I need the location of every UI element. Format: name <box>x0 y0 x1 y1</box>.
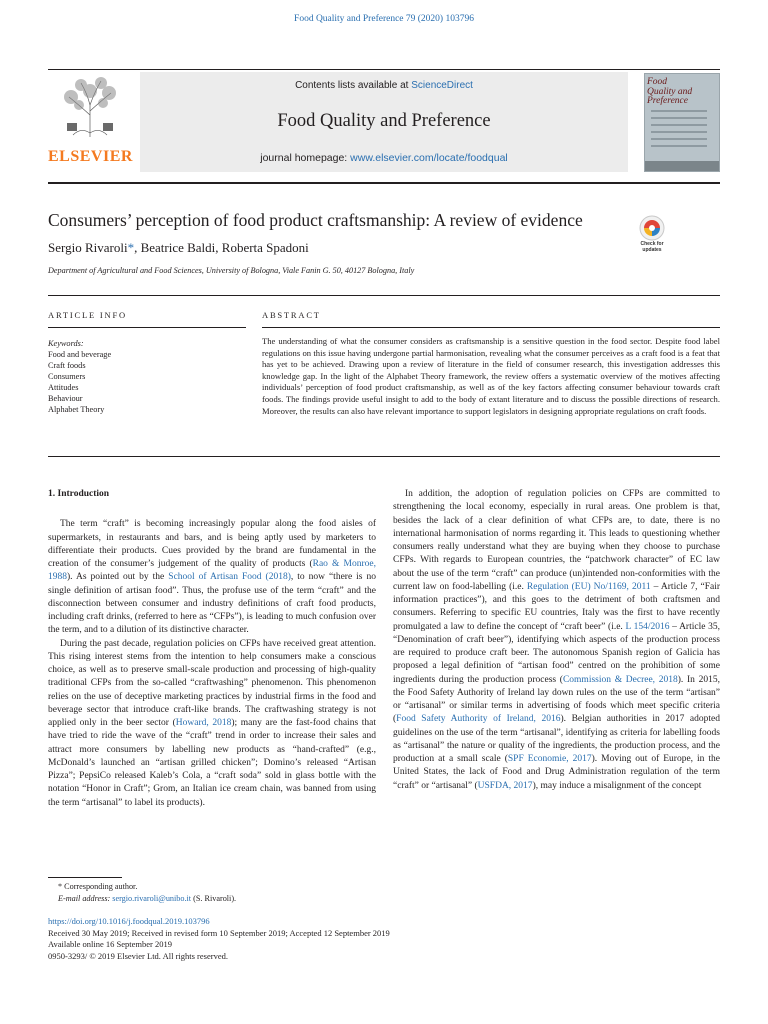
sciencedirect-link[interactable]: ScienceDirect <box>411 80 473 91</box>
citation-link[interactable]: Commission & Decree, 2018 <box>562 674 678 685</box>
cover-title <box>647 78 717 107</box>
abstract-label: ABSTRACT <box>262 310 321 320</box>
keyword-item: Consumers <box>48 372 86 381</box>
article-info-label: ARTICLE INFO <box>48 310 127 320</box>
author-1[interactable]: Sergio Rivaroli <box>48 240 128 255</box>
paragraph-text: , to now “there is no single definition of artisan food”. Thus, the profuse use of the term “craft” and the disconnection between consumer and industry definitions of craft food products, including craft drinks, (referred to here as “CFPs”), is leading to much confusion over the term, and to a dilution of its distinctive character. <box>48 572 376 636</box>
keyword-item: Alphabet Theory <box>48 405 105 414</box>
cover-title-line-2: Quality and <box>647 86 693 97</box>
paragraph-text: – Article 35, “Denomination of craft beer”), identifying which aspects of the production process are required to produce craft beer. The autonomous Spanish region of Galicia has proposed a legal definition of “artisan food” centred on the prohibition of some ingredients during the production process ( <box>393 621 720 685</box>
publisher-wordmark: ELSEVIER <box>48 148 133 165</box>
header-top-rule <box>48 69 720 70</box>
abstract-text: The understanding of what the consumer considers as craftsmanship is a sensitive question in the food sector. Despite food label regulations on this issue having undergone partial harmonisation, revealing what the consumer perceives as a craft food is a feat that has yet to be achieved. Drawing upon a review of literature in the field of consumer research, this investigation addresses this knowledge gap. In the light of the Alphabet Theory framework, the review offers a systematic overview of the motives affecting individuals’ perception of food product craftsmanship, as well as of the key factors affecting consumer behaviour towards craft foods. The findings provide useful insight to add to the body of extant literature and to discuss the possible directions of research. Moreover, the results can also have relevant importance to support legislators in designing appropriate regulations on craft foods. <box>262 336 720 416</box>
citation-link[interactable]: SPF Economie, 2017 <box>507 754 592 764</box>
paragraph-text: ). In 2015, the Food Safety Authority of Ireland lay down rules on the use of the term “artisan” or “artisanal” or similar terms in advertising of foods which meet specific criteria ( <box>393 674 720 725</box>
citation-link[interactable]: L 154/2016 <box>625 621 670 632</box>
section-heading-introduction: 1. Introduction <box>48 489 110 499</box>
journal-cover-thumbnail[interactable] <box>644 73 720 172</box>
author-2[interactable]: Beatrice Baldi <box>140 240 216 255</box>
email-note <box>48 893 236 905</box>
paragraph <box>48 518 376 637</box>
paragraph-text: ). Belgian authorities in 2017 adopted guidelines on the use of the term “artisanal”, identifying as criteria for labelling foods as “artisanal” the nature or quality of the ingredients, the production process, and the production at a small scale ( <box>393 714 720 764</box>
citation-link[interactable]: Howard, 2018 <box>175 718 232 728</box>
citation-link[interactable]: Food Safety Authority of Ireland, 2016 <box>396 714 561 725</box>
keyword-item: Craft foods <box>48 361 86 370</box>
abstract-bottom-rule <box>48 456 720 457</box>
email-suffix: (S. Rivaroli). <box>191 893 237 903</box>
journal-reference[interactable]: Food Quality and Preference 79 (2020) 103796 <box>294 14 474 24</box>
contents-prefix: Contents lists available at <box>295 80 412 91</box>
corresponding-note: * Corresponding author. <box>58 882 138 891</box>
paragraph-text: ), may induce a misalignment of the concept <box>532 780 702 791</box>
affiliation-rule <box>48 295 720 296</box>
available-online: Available online 16 September 2019 <box>48 939 173 949</box>
citation-link[interactable]: Regulation (EU) No/1169, 2011 <box>526 581 651 592</box>
journal-title: Food Quality and Preference <box>277 111 491 131</box>
keyword-item: Behaviour <box>48 394 83 403</box>
keyword-item: Attitudes <box>48 383 79 392</box>
copyright-line: 0950-3293/ © 2019 Elsevier Ltd. All rights reserved. <box>48 950 228 961</box>
received-dates: Received 30 May 2019; Received in revised form 10 September 2019; Accepted 12 September 2019 <box>48 927 390 938</box>
author-3[interactable]: Roberta Spadoni <box>221 240 309 255</box>
author-list: Sergio Rivaroli*, Beatrice Baldi, Roberta Spadoni <box>48 240 309 255</box>
homepage-prefix: journal homepage: <box>260 152 351 164</box>
article-info-rule <box>48 327 246 328</box>
citation-link[interactable]: Rao & Monroe, 1988 <box>48 559 376 583</box>
paragraph <box>48 638 376 810</box>
footnote-rule <box>48 877 122 878</box>
paragraph-text: The term “craft” is becoming increasingly popular along the food aisles of supermarkets, in restaurants and bars, and is being aptly used by marketers to differentiate their products. Cues provided by the brand are fundamental in the creation of the consumer’s judgement of the quality of products ( <box>48 519 376 569</box>
paragraph-text: During the past decade, regulation policies on CFPs have received great attention. This rising interest stems from the intention to help consumers make a conscious choice, as well as to preserve small-scale production and processing of high-quality traditional CFPs from the so-called “craftwashing” phenomenon. This phenomenon relies on the use of deceptive marketing practices by industrial firms in the food and beverage sector that introduce craft-like brands. The craftwashing strategy is not applied only in the beer sector ( <box>48 638 376 728</box>
corresponding-author-footnote <box>48 881 236 904</box>
elsevier-tree-icon <box>59 75 121 141</box>
body-left-column <box>48 488 376 810</box>
cover-title-line-3: Preference <box>647 96 688 106</box>
check-for-updates-label: Check for updates <box>640 241 664 253</box>
corresponding-text: Corresponding author. <box>64 882 138 891</box>
body-right-column <box>393 488 720 793</box>
homepage-link[interactable]: www.elsevier.com/locate/foodqual <box>350 152 508 164</box>
check-for-updates-badge[interactable] <box>632 212 672 258</box>
email-label: E-mail address: <box>58 893 113 903</box>
keywords-label: Keywords: <box>48 339 84 348</box>
paragraph-text: ); many are the fast-food chains that have tried to ride the wave of the “craft” trend in order to increase their sales and attract more consumers by labelling new products as “hand-crafted” (e.g., McDonald’s launched an “artisan grilled chicken”; Domino’s released “Artisan Pizza”; PepsiCo released Kaleb’s Cola, a “craft soda” sold in glass bottle with the notation “Honor in Craft”; Grom, an Italian ice cream chain, was banned from using the term “artisanal” to label its products). <box>48 718 377 808</box>
corresponding-author-mark[interactable]: * <box>127 240 135 255</box>
header-bottom-rule <box>48 182 720 184</box>
author-affiliation: Department of Agricultural and Food Sciences, University of Bologna, Viale Fanin G. 50, 40127 Bologna, Italy <box>48 266 415 275</box>
paragraph-text: – Article 7, “Fair information practices”), and this goes to the detriment of both craftsmen and consumers. Referring to specific EU countries, Italy was the first to have recently promulgated a law to define the concept of “craft beer” (i.e. <box>393 581 720 632</box>
paragraph-text: ). Moving out of Europe, in the United States, the lack of Food and Drug Administration regulation of the term “craft” or “artisanal” ( <box>393 754 720 791</box>
cover-title-line-1: Food <box>647 77 668 87</box>
paragraph <box>393 488 720 793</box>
keyword-item: Food and beverage <box>48 350 112 359</box>
journal-homepage <box>140 152 628 164</box>
contents-line <box>140 80 628 91</box>
citation-link[interactable]: USFDA, 2017 <box>477 780 533 791</box>
cover-footer-band <box>645 161 719 171</box>
keywords-block <box>48 338 111 415</box>
doi-link[interactable]: https://doi.org/10.1016/j.foodqual.2019.103796 <box>48 916 210 926</box>
article-title: Consumers’ perception of food product craftsmanship: A review of evidence <box>48 210 583 230</box>
paragraph-text: ). As pointed out by the <box>67 572 169 583</box>
article-history-footer <box>48 916 390 962</box>
cover-text-lines <box>651 110 707 152</box>
paragraph-text: In addition, the adoption of regulation policies on CFPs are committed to strengthening the local economy, especially in rural areas. One problem is that, besides the lack of a clear definition of what CFPs are, to date, there is no international harmonisation of norms regarding it. This leads to questioning whether consumers really understand what they are buying when they choose to purchase CFPs. With regards to European countries, the “patchwork character” of EC law about the use of the term “craft” can produce (un)intended non-conformities with the current law on food-labelling (i.e. <box>393 489 720 592</box>
author-email-link[interactable]: sergio.rivaroli@unibo.it <box>112 893 192 903</box>
citation-link[interactable]: School of Artisan Food (2018) <box>168 572 291 583</box>
abstract-rule <box>262 327 720 328</box>
